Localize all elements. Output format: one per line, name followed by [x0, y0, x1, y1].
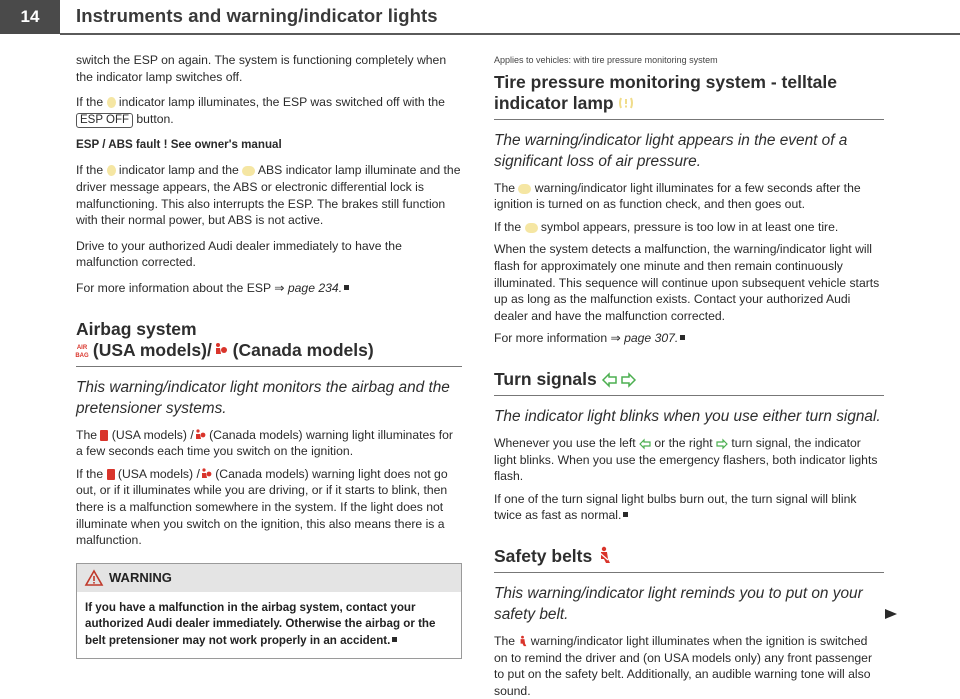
tire-paragraph-3: When the system detects a malfunction, the warning/indicator light will flash for approximately one minute and then remain continuously illuminated. This sequence will continue upon subsequent vehicle starts up as long as the malfunction exists. Contact your authorized Audi dealer and have the malfunction corrected.: [494, 242, 880, 323]
text-fragment: If the: [494, 219, 525, 234]
text-fragment: Safety belts: [494, 545, 593, 566]
page-header-title: Instruments and warning/indicator lights: [76, 5, 438, 26]
turn-paragraph-1: [494, 435, 884, 485]
airbag-intro: This warning/indicator light monitors the airbag and the pretensioner systems.: [76, 378, 450, 417]
turn-signals-intro: The indicator light blinks when you use either turn signal.: [494, 407, 881, 425]
safety-belts-title: [494, 546, 884, 567]
esp-paragraph-1: switch the ESP on again. The system is functioning completely when the indicator lamp switches off.: [76, 53, 447, 84]
text-fragment: (USA models) /: [114, 466, 200, 481]
text-fragment: indicator lamp and the: [115, 163, 243, 178]
end-mark-icon: [680, 335, 685, 340]
esp-abs-fault-heading: ESP / ABS fault ! See owner's manual: [76, 137, 282, 151]
tire-paragraph-2: [494, 219, 884, 236]
page-number: 14: [0, 0, 60, 34]
belt-paragraph-1: [494, 633, 884, 699]
text-fragment: If you have a malfunction in the airbag system, contact your authorized Audi dealer immediately. Otherwise the airbag or the belt pretensioner may not work properly in an accident.: [85, 600, 436, 647]
seatbelt-icon: [597, 546, 611, 564]
text-fragment: or the right: [650, 435, 717, 450]
end-mark-icon: [392, 637, 397, 642]
esp-lamp-icon: [107, 97, 116, 108]
warning-triangle-icon: [85, 570, 103, 586]
end-mark-icon: [344, 285, 349, 290]
text-fragment: The: [494, 180, 519, 195]
text-fragment: (Canada models) warning light illuminates for a few seconds each time you switch on the ignition.: [76, 427, 453, 459]
tire-section-title: [494, 72, 884, 114]
text-fragment: Airbag system: [76, 318, 197, 339]
svg-text:AIR: AIR: [76, 344, 88, 351]
text-fragment: (USA models) /: [108, 427, 194, 442]
left-column: [76, 52, 462, 659]
airbag-canada-icon: [194, 429, 206, 441]
text-fragment: turn signal, the indicator light blinks. When you use the emergency flashers, both indicator lights flash.: [494, 435, 878, 484]
text-fragment: ABS indicator lamp illuminate and the driver message appears, the ABS or electronic differential lock is malfunctioning. This also interrupts the ESP. The brakes still function with their normal power, but ABS is not active.: [76, 163, 461, 228]
text-fragment: If the: [76, 95, 107, 110]
turn-signal-arrows-icon: [602, 373, 636, 387]
airbag-canada-icon: [200, 468, 212, 480]
esp-lamp-icon: [107, 165, 116, 176]
right-column: [494, 52, 884, 699]
text-fragment: warning/indicator light illuminates when the ignition is switched on to remind the driver and (on USA models only) any front passenger to put on the safety belt. Additionally, an audible warning tone will also sound.: [494, 633, 873, 698]
warning-text: [77, 592, 461, 659]
right-turn-arrow-icon: [716, 439, 728, 449]
text-fragment: (USA models)/: [88, 339, 212, 360]
turn-paragraph-2: [494, 491, 884, 524]
text-fragment: warning/indicator light illuminates for a few seconds after the ignition is turned on as function check, and then goes out.: [494, 180, 861, 212]
text-fragment: symbol appears, pressure is too low in at least one tire.: [537, 219, 839, 234]
text-fragment: If the: [76, 163, 107, 178]
esp-paragraph-4: Drive to your authorized Audi dealer immediately to have the malfunction corrected.: [76, 238, 402, 270]
esp-paragraph-5: [76, 280, 462, 297]
esp-paragraph-3: [76, 162, 462, 228]
end-mark-icon: [623, 512, 628, 517]
esp-off-button-label: ESP OFF: [76, 113, 133, 128]
text-fragment: For more information about the ESP ⇒: [76, 280, 288, 295]
tire-pressure-icon: [618, 95, 634, 111]
text-fragment: Tire pressure monitoring system - telltale indicator lamp: [494, 71, 837, 113]
page-reference-link[interactable]: page 307.: [624, 331, 679, 346]
safety-belts-intro: This warning/indicator light reminds you to put on your safety belt.: [494, 584, 863, 623]
header-rule: [60, 33, 960, 35]
airbag-canada-icon: [212, 342, 228, 358]
abs-lamp-icon: [242, 166, 255, 176]
tire-paragraph-1: [494, 180, 884, 213]
applies-to-note: Applies to vehicles: with tire pressure monitoring system: [494, 55, 718, 65]
svg-text:BAG: BAG: [75, 352, 89, 359]
section-divider: [494, 572, 884, 573]
section-divider: [494, 119, 884, 120]
tire-pressure-icon: [518, 184, 531, 194]
warning-label: WARNING: [109, 570, 172, 586]
text-fragment: Turn signals: [494, 368, 597, 389]
text-fragment: button.: [133, 111, 174, 126]
text-fragment: If one of the turn signal light bulbs burn out, the turn signal will blink twice as fast as normal.: [494, 491, 857, 523]
text-fragment: indicator lamp illuminates, the ESP was switched off with the: [115, 95, 445, 110]
tire-paragraph-4: [494, 330, 884, 347]
airbag-usa-icon: [107, 469, 115, 480]
section-divider: [76, 366, 462, 367]
text-fragment: For more information ⇒: [494, 331, 625, 346]
continue-arrow-icon: [884, 608, 898, 620]
esp-paragraph-2: [76, 94, 462, 128]
text-fragment: The: [76, 427, 101, 442]
text-fragment: If the: [76, 466, 107, 481]
airbag-usa-icon: [76, 342, 88, 358]
text-fragment: The: [494, 633, 519, 648]
airbag-section-title: [76, 319, 462, 361]
text-fragment: (Canada models) warning light does not go out, or if it illuminates while you are driving, or if it starts to blink, then there is a malfunction somewhere in the system. If the light does not illuminate when you switch on the ignition, this also means there is a malfunction.: [76, 466, 448, 548]
warning-box: [76, 563, 462, 660]
text-fragment: Whenever you use the left: [494, 435, 639, 450]
tire-intro: The warning/indicator light appears in the event of a significant loss of air pressure.: [494, 131, 848, 170]
airbag-paragraph-2: [76, 466, 462, 549]
warning-header: [77, 564, 461, 592]
section-divider: [494, 395, 884, 396]
left-turn-arrow-icon: [639, 439, 651, 449]
tire-pressure-icon: [525, 223, 538, 233]
text-fragment: (Canada models): [227, 339, 374, 360]
page-reference-link[interactable]: page 234.: [287, 280, 343, 295]
turn-signals-title: [494, 369, 884, 390]
airbag-paragraph-1: [76, 427, 462, 460]
